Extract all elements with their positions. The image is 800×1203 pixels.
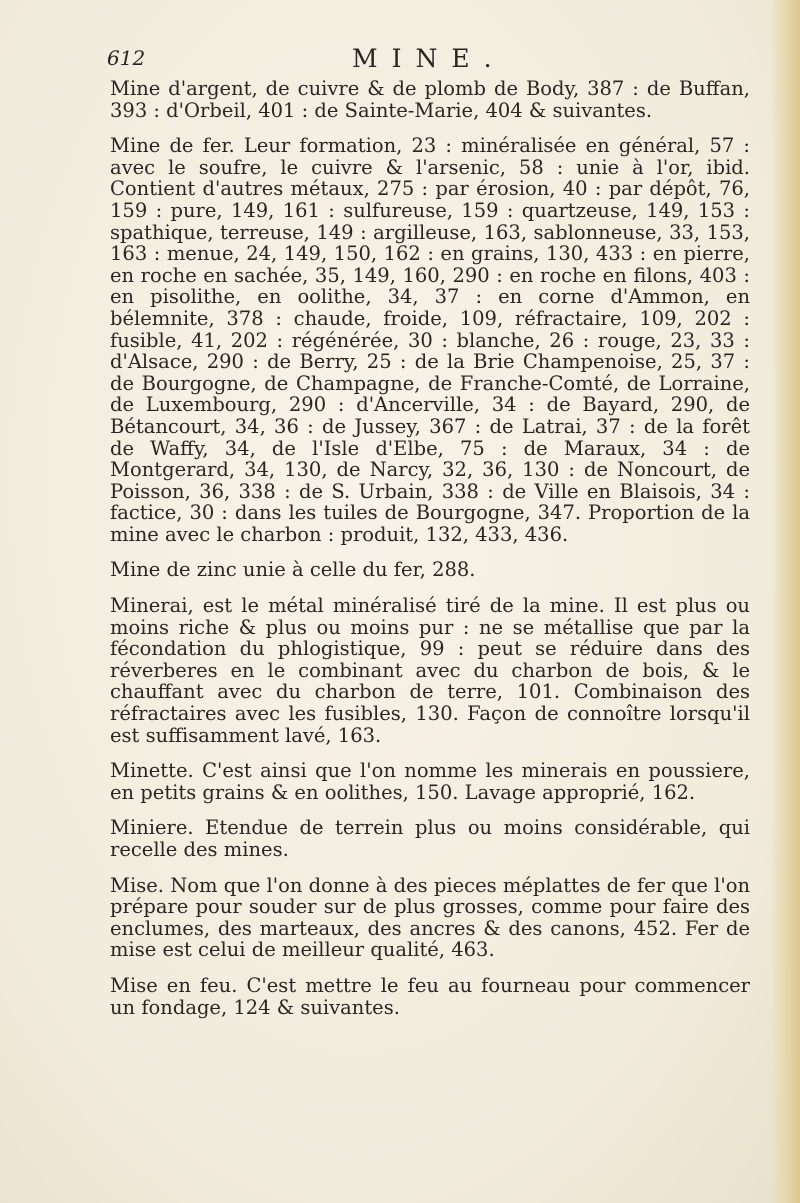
entry-body: Etendue de terrein plus ou moins considérable, qui recelle des mines. — [110, 816, 750, 861]
entry-body: unie à celle du fer, 288. — [236, 558, 476, 582]
index-entry — [110, 78, 750, 121]
entry-body: C'est mettre le feu au fourneau pour commencer un fondage, 124 & suivantes. — [110, 973, 751, 1019]
index-entries — [110, 78, 750, 1032]
index-entry — [110, 135, 750, 545]
running-title: MINE. — [352, 44, 506, 73]
entry-body: Leur formation, 23 : minéralisée en général, 57 : avec le soufre, le cuivre & l'arsenic, 58 : unie à l'or, ibid. Contient d'autres métaux, 275 : par érosion, 40 : par dépôt, 76, 159 : pure, 149, 161 : sulfureuse, 159 : quartzeuse, 149, 153 : spathique, terreuse, 149 : argilleuse, 163, sablonneuse, 33, 153, 163 : menue, 24, 149, 150, 162 : en grains, 130, 433 : en pierre, en roche en sachée, 35, 149, 160, 290 : en roche en filons, 403 : en pisolithe, en oolithe, 34, 37 : en corne d'Ammon, en bélemnite, 378 : chaude, froide, 109, réfractaire, 109, 202 : fusible, 41, 202 : régénérée, 30 : blanche, 26 : rouge, 23, 33 : d'Alsace, 290 : de Berry, 25 : de la Brie Champenoise, 25, 37 : de Bourgogne, de Champagne, de Franche-Comté, de Lorraine, de Luxembourg, 290 : d'Ancerville, 34 : de Bayard, 290, de Bétancourt, 34, 36 : de Jussey, 367 : de Latrai, 37 : de la forêt de Waffy, 34, de l'Isle d'Elbe, 75 : de Maraux, 34 : de Montgerard, 34, 130, de Narcy, 32, 36, 130 : de Noncourt, de Poisson, 36, 338 : de S. Urbain, 338 : de Ville en Blaisois, 34 : factice, 30 : dans les tuiles de Bourgogne, 347. Proportion de la mine avec le charbon : produit, 132, 433, 436. — [110, 134, 750, 546]
index-entry — [110, 559, 750, 581]
page-number: 612 — [107, 46, 146, 70]
entry-body: est le métal minéralisé tiré de la mine. Il est plus ou moins riche & plus ou moins pur : ne se métallise que par la fécondation du phlogistique, 99 : peut se réduire dans des réverberes en le combinant avec du charbon de bois, & le chauffant avec du charbon de terre, 101. Combinaison des réfractaires avec les fusibles, 130. Façon de connoître lorsqu'il est suffisamment lavé, 163. — [110, 594, 750, 747]
page-edge-stain — [770, 0, 800, 1203]
entry-headword: Miniere. — [110, 816, 194, 840]
entry-body: Nom que l'on donne à des pieces méplattes de fer que l'on prépare pour souder sur de plus grosses, comme pour faire des enclumes, des marteaux, des ancres & des canons, 452. Fer de mise est celui de meilleur qualité, 463. — [110, 873, 750, 962]
index-entry — [110, 975, 750, 1018]
entry-headword: Mise. — [110, 873, 164, 897]
entry-headword: Mise en feu. — [110, 973, 238, 997]
entry-body: C'est ainsi que l'on nomme les minerais en poussiere, en petits grains & en oolithes, 150. Lavage approprié, 162. — [110, 759, 750, 804]
entry-headword: Mine de zinc — [110, 558, 237, 582]
index-entry — [110, 875, 750, 961]
entry-body: de cuivre & de plomb de Body, 387 : de Buffan, 393 : d'Orbeil, 401 : de Sainte-Marie, 404 & suivantes. — [110, 77, 750, 122]
index-entry — [110, 817, 750, 860]
page-header — [107, 44, 747, 74]
entry-headword: Minerai, — [110, 594, 194, 618]
index-entry — [110, 760, 750, 803]
entry-headword: Minette. — [110, 759, 194, 783]
entry-headword: Mine de fer. — [110, 134, 235, 158]
index-entry — [110, 595, 750, 746]
entry-headword: Mine d'argent, — [110, 77, 258, 100]
